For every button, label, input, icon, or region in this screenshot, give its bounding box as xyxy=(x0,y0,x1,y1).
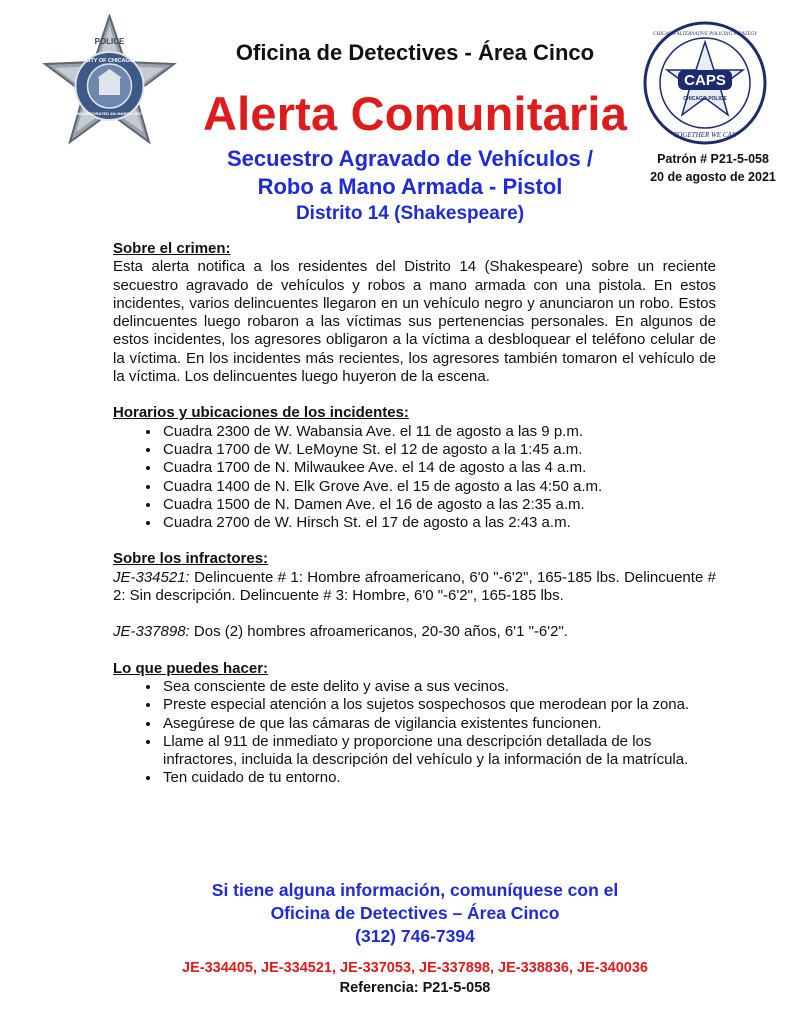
alert-body xyxy=(113,240,716,788)
contact-line-1: Si tiene alguna información, comuníquese con el xyxy=(211,880,619,900)
pattern-info xyxy=(638,150,788,186)
office-heading: Oficina de Detectives - Área Cinco xyxy=(235,40,595,65)
offender-case-2 xyxy=(113,623,716,641)
action-item: • Llame al 911 de inmediato y proporcione una descripción detallada de los infractores, incluida la descripción del vehículo y la información de la matrícula. xyxy=(161,733,716,770)
incident-item: • Cuadra 1500 de N. Damen Ave. el 16 de agosto a las 2:35 a.m. xyxy=(161,496,716,514)
subtitle-line-2: Robo a Mano Armada - Pistol xyxy=(257,174,563,199)
contact-phone: (312) 746-7394 xyxy=(355,926,475,946)
police-label: POLICE xyxy=(94,37,125,46)
chicago-police-label: CHICAGO POLICE xyxy=(683,96,727,102)
alert-title: Alerta Comunitaria xyxy=(202,87,628,140)
subtitle-line-1: Secuestro Agravado de Vehículos / xyxy=(227,146,593,171)
incidents-section-title: Horarios y ubicaciones de los incidentes: xyxy=(113,404,409,422)
crime-section-title: Sobre el crimen: xyxy=(113,240,231,257)
incorporated-label: INCORPORATED 4th MARCH 1837 xyxy=(76,111,143,116)
actions-list xyxy=(113,678,716,788)
city-of-chicago-label: CITY OF CHICAGO xyxy=(84,58,135,64)
district-label: Distrito 14 (Shakespeare) xyxy=(295,203,525,224)
alert-date: 20 de agosto de 2021 xyxy=(650,170,776,184)
action-item: • Sea consciente de este delito y avise a sus vecinos. xyxy=(161,678,716,696)
caps-ring-text: CHICAGO ALTERNATIVE POLICING STRATEGY xyxy=(653,32,757,37)
case-number-1: JE-334521: xyxy=(113,568,190,586)
contact-block xyxy=(0,879,810,948)
incident-item: • Cuadra 2700 de W. Hirsch St. el 17 de agosto a las 2:43 a.m. xyxy=(161,514,716,532)
crime-description: Esta alerta notifica a los residentes del Distrito 14 (Shakespeare) sobre un reciente secuestro agravado de vehículos y robos a mano armada con una pistola. En estos incidentes, varios delincuentes llegaron en un vehículo negro y anunciaron un robo. Estos delincuentes luego robaron a las víctimas sus pertenencias personales. En algunos de estos incidentes, los agresores obligaron a la víctima a desbloquear el teléfono celular de la víctima. En los incidentes más recientes, los agresores también tomaron el vehículo de la víctima. Los delincuentes luego huyeron de la escena. xyxy=(113,258,716,386)
reference-number: Referencia: P21-5-058 xyxy=(339,980,491,996)
caps-badge-text: CAPS xyxy=(684,72,726,89)
case-number-2: JE-337898: xyxy=(113,623,190,641)
incidents-list xyxy=(113,423,716,533)
offender-case-1 xyxy=(113,569,716,606)
action-item: • Ten cuidado de tu entorno. xyxy=(161,769,716,787)
pattern-number: Patrón # P21-5-058 xyxy=(657,152,769,166)
offenders-section-title: Sobre los infractores: xyxy=(113,550,269,568)
action-item: • Preste especial atención a los sujetos sospechosos que merodean por la zona. xyxy=(161,696,716,714)
together-we-can-label: TOGETHER WE CAN xyxy=(673,131,737,139)
actions-section-title: Lo que puedes hacer: xyxy=(113,659,269,677)
case-1-description: Delincuente # 1: Hombre afroamericano, 6'0 "-6'2", 165-185 lbs. Delincuente # 2: Sin descripción. Delincuente # 3: Hombre, 6'0 "-6'2", 165-185 lbs. xyxy=(113,568,716,605)
case-2-description: Dos (2) hombres afroamericanos, 20-30 años, 6'1 "-6'2". xyxy=(189,623,568,641)
subtitle-block xyxy=(130,145,690,227)
incident-item: • Cuadra 1700 de N. Milwaukee Ave. el 14 de agosto a las 4 a.m. xyxy=(161,459,716,477)
incident-item: • Cuadra 1400 de N. Elk Grove Ave. el 15 de agosto a las 4:50 a.m. xyxy=(161,478,716,496)
case-numbers: JE-334405, JE-334521, JE-337053, JE-337898, JE-338836, JE-340036 xyxy=(182,960,648,976)
incident-item: • Cuadra 2300 de W. Wabansia Ave. el 11 de agosto a las 9 p.m. xyxy=(161,423,716,441)
contact-line-2: Oficina de Detectives – Área Cinco xyxy=(270,903,560,923)
incident-item: • Cuadra 1700 de W. LeMoyne St. el 12 de agosto a la 1:45 a.m. xyxy=(161,441,716,459)
action-item: • Asegúrese de que las cámaras de vigilancia existentes funcionen. xyxy=(161,715,716,733)
